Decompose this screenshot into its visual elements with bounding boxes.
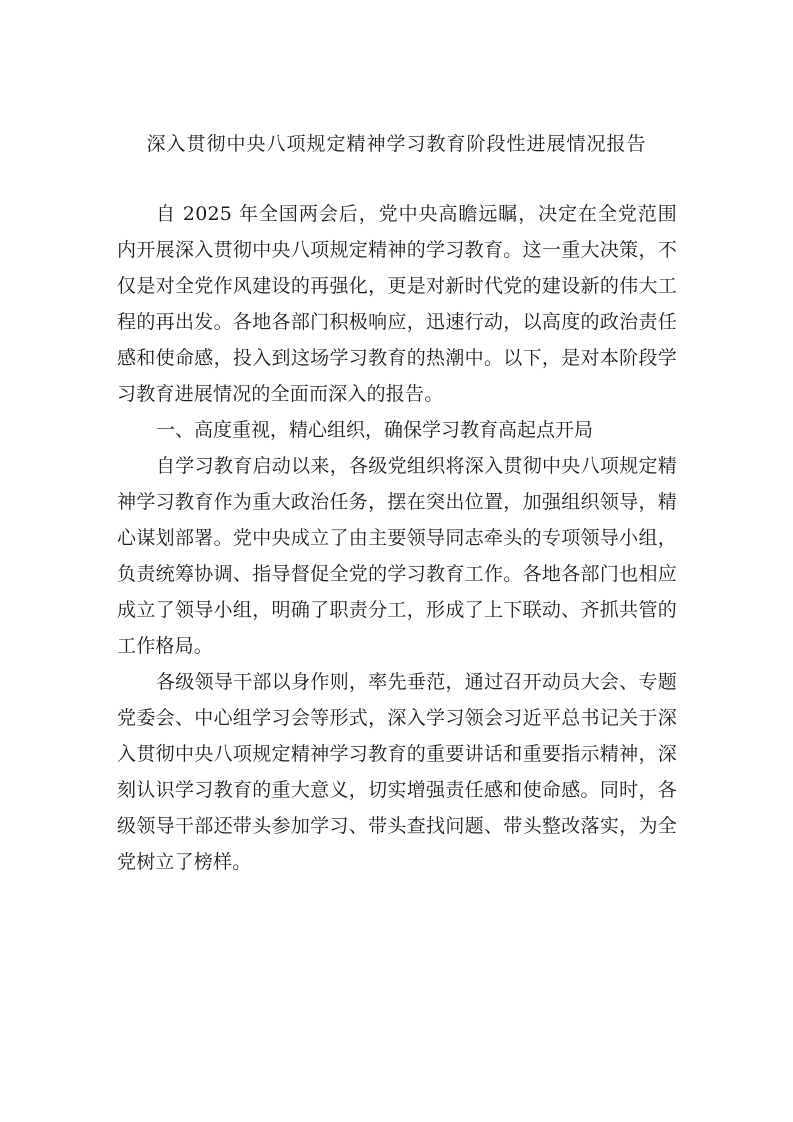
- document-body: [117, 196, 677, 880]
- section-1-paragraph-1: 自学习教育启动以来，各级党组织将深入贯彻中央八项规定精神学习教育作为重大政治任务，摆在突出位置，加强组织领导，精心谋划部署。党中央成立了由主要领导同志牵头的专项领导小组，负责统筹协调、指导督促全党的学习教育工作。各地各部门也相应成立了领导小组，明确了职责分工，形成了上下联动、齐抓共管的工作格局。: [117, 455, 677, 657]
- document-title: 深入贯彻中央八项规定精神学习教育阶段性进展情况报告: [146, 133, 647, 155]
- section-1-paragraph-2: 各级领导干部以身作则，率先垂范，通过召开动员大会、专题党委会、中心组学习会等形式，深入学习领会习近平总书记关于深入贯彻中央八项规定精神学习教育的重要讲话和重要指示精神，深刻认识学习教育的重大意义，切实增强责任感和使命感。同时，各级领导干部还带头参加学习、带头查找问题、带头整改落实，为全党树立了榜样。: [117, 671, 677, 873]
- intro-paragraph: 自 2025 年全国两会后，党中央高瞻远瞩，决定在全党范围内开展深入贯彻中央八项规定精神的学习教育。这一重大决策，不仅是对全党作风建设的再强化，更是对新时代党的建设新的伟大工程的再出发。各地各部门积极响应，迅速行动，以高度的政治责任感和使命感，投入到这场学习教育的热潮中。以下，是对本阶段学习教育进展情况的全面而深入的报告。: [117, 203, 677, 405]
- section-heading-1: 一、高度重视，精心组织，确保学习教育高起点开局: [156, 419, 594, 441]
